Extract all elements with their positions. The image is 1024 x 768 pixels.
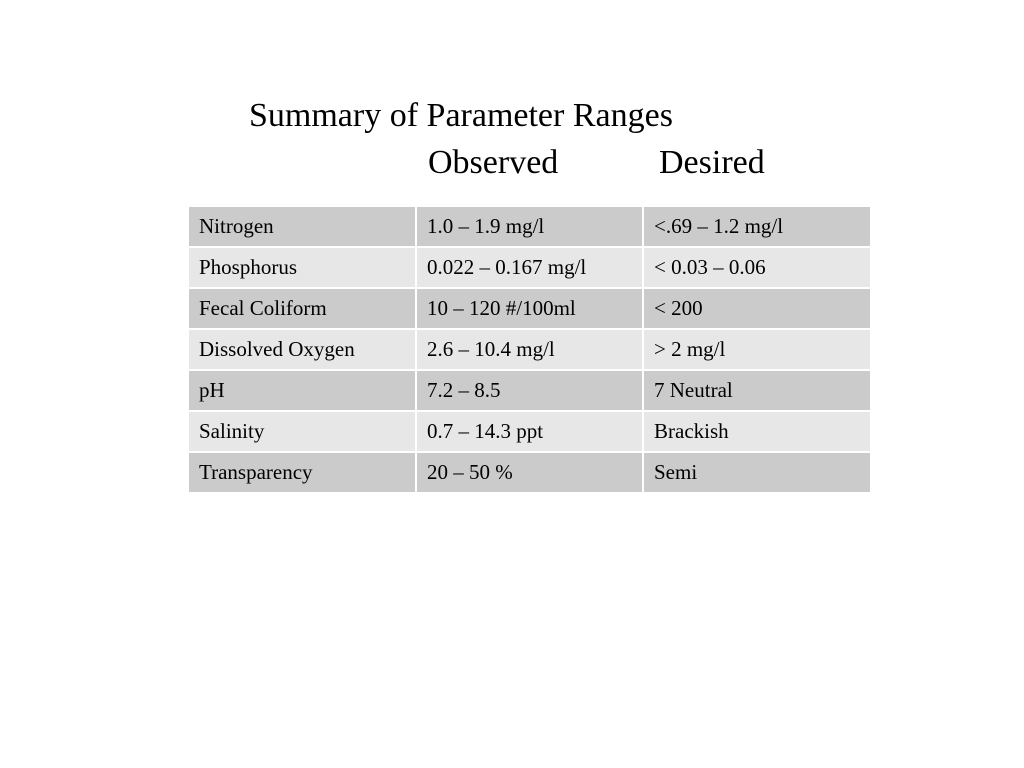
observed-cell: 10 – 120 #/100ml [416,288,643,329]
table-row [188,370,871,411]
parameter-cell: Phosphorus [188,247,416,288]
parameter-cell: Salinity [188,411,416,452]
table-row [188,288,871,329]
table-row [188,247,871,288]
parameter-cell: Transparency [188,452,416,493]
observed-cell: 0.022 – 0.167 mg/l [416,247,643,288]
observed-column-heading: Observed [428,144,559,181]
table-row [188,206,871,247]
desired-cell: < 0.03 – 0.06 [643,247,871,288]
observed-cell: 20 – 50 % [416,452,643,493]
table-row [188,411,871,452]
observed-cell: 1.0 – 1.9 mg/l [416,206,643,247]
parameter-cell: Fecal Coliform [188,288,416,329]
desired-cell: < 200 [643,288,871,329]
parameter-cell: pH [188,370,416,411]
desired-cell: <.69 – 1.2 mg/l [643,206,871,247]
table-row [188,452,871,493]
slide-title: Summary of Parameter Ranges [249,97,673,134]
desired-cell: Semi [643,452,871,493]
desired-column-heading: Desired [659,144,765,181]
desired-cell: 7 Neutral [643,370,871,411]
desired-cell: Brackish [643,411,871,452]
parameter-cell: Dissolved Oxygen [188,329,416,370]
observed-cell: 2.6 – 10.4 mg/l [416,329,643,370]
observed-cell: 7.2 – 8.5 [416,370,643,411]
parameter-table [187,205,872,494]
desired-cell: > 2 mg/l [643,329,871,370]
observed-cell: 0.7 – 14.3 ppt [416,411,643,452]
table-row [188,329,871,370]
parameter-cell: Nitrogen [188,206,416,247]
